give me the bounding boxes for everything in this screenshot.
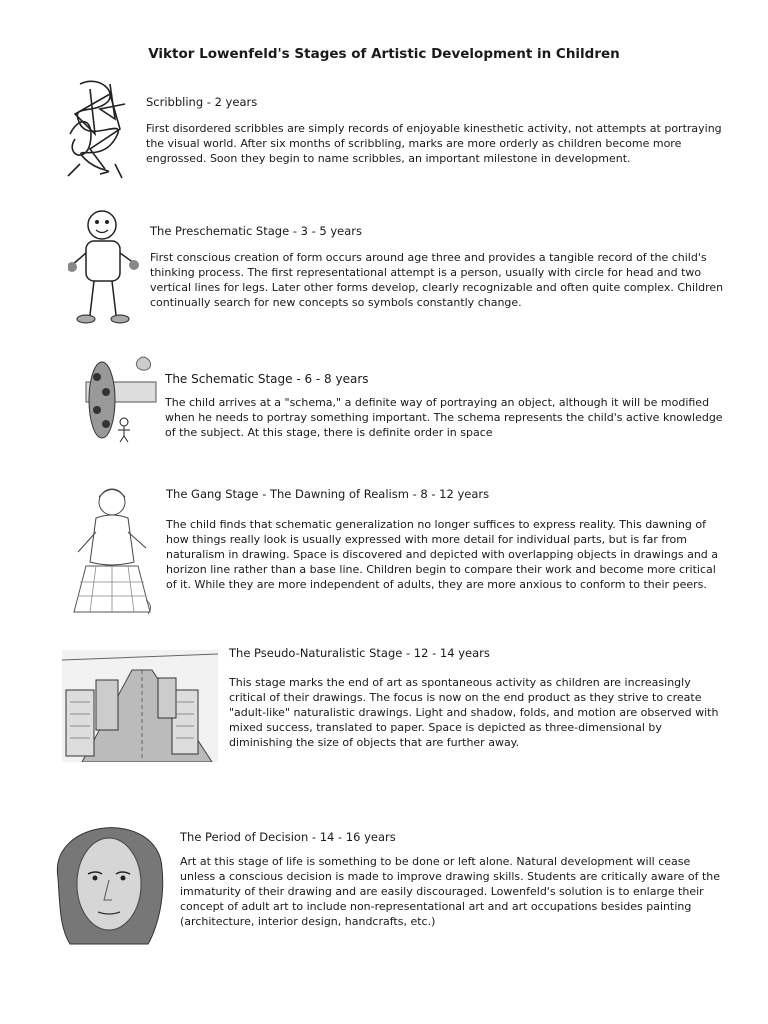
- page-title: Viktor Lowenfeld's Stages of Artistic Development in Children: [148, 46, 620, 62]
- stage-description: First conscious creation of form occurs around age three and provides a tangible record of the child's thinking process. The first representational attempt is a person, usually with circle for head and two vertical lines for legs. Later other forms develop, clearly recognizable and often quite complex. Children continually search for new concepts so symbols constantly change.: [150, 251, 724, 309]
- stage-pseudo-naturalistic: [229, 646, 724, 750]
- stage-scribbling: [146, 95, 736, 166]
- schematic-figures-drawing-icon: [82, 352, 160, 444]
- stage-heading: Scribbling - 2 years: [146, 95, 258, 109]
- stage-gang: [166, 487, 726, 592]
- stage-heading: The Schematic Stage - 6 - 8 years: [165, 372, 369, 386]
- child-figure-drawing-icon: [68, 205, 140, 330]
- stage-description: The child finds that schematic generalization no longer suffices to express reality. This dawning of how things really look is usually expressed with more detail for individual parts, but is far from naturalism in drawing. Space is discovered and depicted with overlapping objects in drawings and a horizon line rather than a base line. Children begin to compare their work and become more critical of it. While they are more independent of adults, they are more anxious to conform to their peers.: [166, 518, 719, 591]
- portrait-face-drawing-icon: [48, 808, 170, 948]
- stage-description: First disordered scribbles are simply records of enjoyable kinesthetic activity, not attempts at portraying the visual world. After six months of scribbling, marks are more orderly as children become more engrossed. Soon they begin to name scribbles, an important milestone in development.: [146, 122, 722, 165]
- stage-heading: The Preschematic Stage - 3 - 5 years: [150, 224, 363, 238]
- stage-description: Art at this stage of life is something to be done or left alone. Natural development will cease unless a conscious decision is made to improve drawing skills. Students are critically aware of the immaturity of their drawing and are easily discouraged. Lowenfeld's solution is to enlarge their concept of adult art to include non-representational art and art occupations besides painting (architecture, interior design, handcrafts, etc.): [180, 855, 721, 928]
- stage-heading: The Gang Stage - The Dawning of Realism - 8 - 12 years: [166, 487, 490, 501]
- scribble-drawing-icon: [60, 74, 140, 184]
- stage-schematic: [165, 372, 730, 440]
- stage-period-of-decision: [180, 830, 725, 929]
- seated-figure-drawing-icon: [66, 482, 158, 622]
- stage-description: The child arrives at a "schema," a definite way of portraying an object, although it will be modified when he needs to portray something important. The schema represents the child's active knowledge of the subject. At this stage, there is definite order in space: [165, 396, 723, 439]
- perspective-city-drawing-icon: [62, 650, 218, 762]
- stage-preschematic: [150, 224, 730, 310]
- stage-description: This stage marks the end of art as spontaneous activity as children are increasingly critical of their drawings. The focus is now on the end product as they strive to create "adult-like" naturalistic drawings. Light and shadow, folds, and motion are observed with mixed success, translated to paper. Space is depicted as three-dimensional by diminishing the size of objects that are further away.: [229, 676, 719, 749]
- stage-heading: The Pseudo-Naturalistic Stage - 12 - 14 years: [229, 646, 490, 660]
- stage-heading: The Period of Decision - 14 - 16 years: [180, 830, 396, 844]
